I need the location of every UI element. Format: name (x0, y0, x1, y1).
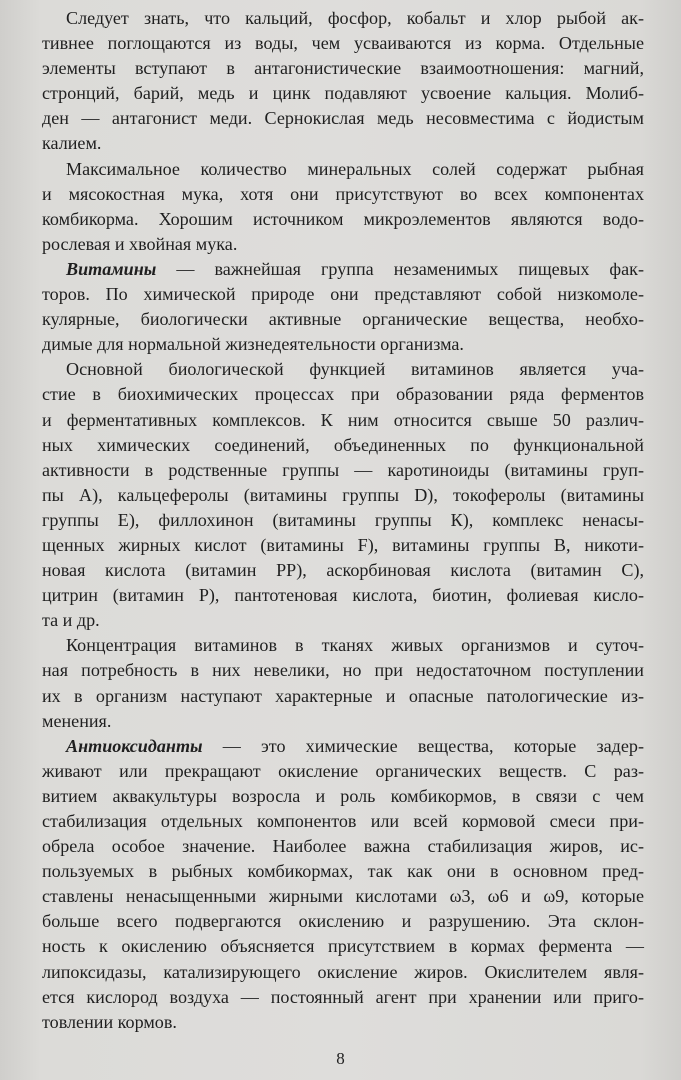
text-line: ден — антагонист меди. Сернокислая медь несовместима с йодистым (42, 108, 644, 129)
text-line: стабилизация отдельных компонентов или всей кормовой смеси при- (42, 811, 644, 831)
text-line: ность к окислению объясняется присутствием в кормах фермента — (42, 936, 644, 957)
text-line: Максимальное количество минеральных солей содержат рыбная (66, 158, 644, 179)
text-line: та и др. (42, 610, 100, 631)
body-text (42, 6, 644, 1035)
text-line: товлении кормов. (42, 1011, 177, 1032)
text-line: ставлены ненасыщенными жирными кислотами ω3, ω6 и ω9, которые (42, 886, 644, 907)
text-line: новая кислота (витамин РР), аскорбиновая кислота (витамин С), (42, 560, 644, 581)
text-line: стронций, барий, медь и цинк подавляют усвоение кальция. Молиб- (42, 83, 644, 104)
text-fragment: — это химические вещества, которые задер- (202, 735, 644, 756)
paragraph-minerals-absorption (42, 6, 644, 157)
text-line: Основной биологической функцией витаминов является уча- (66, 359, 644, 380)
text-line: торов. По химической природе они представляют собой низкомоле- (42, 284, 644, 305)
text-line: димые для нормальной жизнедеятельности организма. (42, 334, 464, 355)
term-antioxidants: Антиоксиданты (66, 735, 203, 756)
text-line: ных химических соединений, объединенных по функциональной (42, 434, 644, 455)
text-line: липоксидазы, катализирующего окисление жиров. Окислителем явля- (42, 961, 644, 982)
text-line: тивнее поглощаются из воды, чем усваиваются из корма. Отдельные (42, 33, 644, 54)
text-line: калием. (42, 133, 102, 154)
paragraph-vitamins-function (42, 357, 644, 633)
term-vitamins: Витамины (66, 258, 157, 279)
text-line: стие в биохимических процессах при образовании ряда ферментов (42, 384, 644, 405)
text-line: активности в родственные группы — каротиноиды (витамины груп- (42, 459, 644, 480)
paragraph-vitamins-definition (42, 257, 644, 357)
text-line: пы А), кальцеферолы (витамины группы D), токоферолы (витамины (42, 484, 644, 505)
text-line (42, 734, 644, 759)
text-line (42, 257, 644, 282)
text-line: комбикорма. Хорошим источником микроэлементов являются водо- (42, 208, 644, 229)
paragraph-antioxidants (42, 734, 644, 1035)
text-line: менения. (42, 710, 112, 731)
page-number: 8 (336, 1049, 345, 1068)
text-line: пользуемых в рыбных комбикормах, так как они в основном пред- (42, 861, 644, 882)
text-line: Концентрация витаминов в тканях живых организмов и суточ- (66, 635, 644, 656)
text-line: живают или прекращают окисление органических веществ. С раз- (42, 760, 644, 781)
text-line: витием аквакультуры возросла и роль комбикормов, в связи с чем (42, 785, 644, 806)
text-line: их в организм наступают характерные и опасные патологические из- (42, 685, 644, 706)
text-line: группы Е), филлохинон (витамины группы К), комплекс ненасы- (42, 509, 644, 530)
text-line: рослевая и хвойная мука. (42, 233, 238, 254)
text-fragment: — важнейшая группа незаменимых пищевых фак- (156, 258, 644, 279)
paragraph-mineral-sources (42, 157, 644, 257)
text-line: кулярные, биологически активные органические вещества, необхо- (42, 309, 644, 330)
text-line: и ферментативных комплексов. К ним относится свыше 50 различ- (42, 409, 644, 430)
text-line: и мясокостная мука, хотя они присутствуют во всех компонентах (42, 183, 644, 204)
text-line: обрела особое значение. Наиболее важна стабилизация жиров, ис- (42, 836, 644, 857)
text-line: ная потребность в них невелики, но при недостаточном поступлении (42, 660, 644, 681)
text-line: больше всего подвергаются окислению и разрушению. Эта склон- (42, 911, 644, 932)
text-line: элементы вступают в антагонистические взаимоотношения: магний, (42, 58, 644, 79)
text-line: ется кислород воздуха — постоянный агент при хранении или приго- (42, 986, 644, 1007)
text-line: цитрин (витамин Р), пантотеновая кислота, биотин, фолиевая кисло- (42, 585, 644, 606)
text-line: Следует знать, что кальций, фосфор, кобальт и хлор рыбой ак- (66, 8, 644, 28)
paragraph-vitamins-concentration (42, 633, 644, 733)
text-line: щенных жирных кислот (витамины F), витамины группы В, никоти- (42, 534, 644, 555)
